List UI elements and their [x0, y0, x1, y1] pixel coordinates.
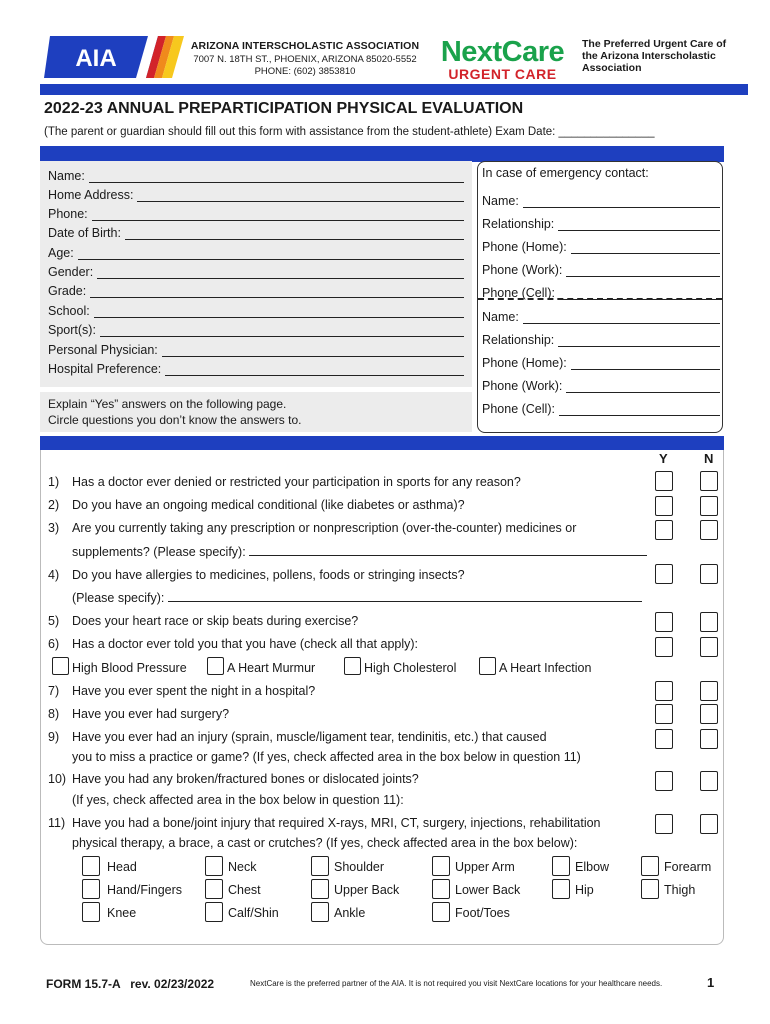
date-of-birth-field[interactable]: [48, 221, 464, 240]
q3-specify-line[interactable]: [249, 546, 647, 556]
age-input-line[interactable]: [78, 248, 464, 260]
form-id: FORM 15.7-A rev. 02/23/2022: [46, 977, 215, 991]
field-label: Sport(s):: [48, 323, 96, 337]
q4-yes-checkbox[interactable]: [655, 564, 673, 584]
q10-yes-checkbox[interactable]: [655, 771, 673, 791]
question-10-continued: (If yes, check affected area in the box below in question 11):: [72, 793, 404, 807]
calf-shin-checkbox[interactable]: [205, 902, 223, 922]
aia-logo-text: AIA: [75, 45, 117, 72]
question-number: 6): [48, 637, 60, 651]
knee-checkbox[interactable]: [82, 902, 100, 922]
input-line[interactable]: [571, 358, 720, 370]
area-label: Shoulder: [334, 860, 385, 874]
form-title: 2022-23 ANNUAL PREPARTICIPATION PHYSICAL EVALUATION: [44, 100, 524, 117]
question-4: [48, 568, 465, 582]
field-label: Personal Physician:: [48, 343, 158, 357]
question-text: Does your heart race or skip beats during exercise?: [72, 614, 359, 628]
field-label: Relationship:: [482, 333, 555, 347]
emergency-phone-work-2[interactable]: [482, 373, 720, 393]
question-number: 11): [48, 816, 66, 830]
explain-line-1: Explain “Yes” answers on the following page.: [48, 397, 287, 411]
q8-no-checkbox[interactable]: [700, 704, 718, 724]
no-column-header: N: [704, 451, 714, 466]
phone-input-line[interactable]: [92, 209, 464, 221]
question-6: [48, 637, 418, 651]
emergency-name-2[interactable]: [482, 304, 720, 324]
heart-murmur-checkbox[interactable]: [207, 657, 224, 675]
area-label: Knee: [107, 906, 137, 920]
area-label: Hand/Fingers: [107, 883, 183, 897]
q8-yes-checkbox[interactable]: [655, 704, 673, 724]
input-line[interactable]: [523, 312, 720, 324]
association-phone: PHONE: (602) 3853810: [254, 66, 356, 77]
field-label: Phone (Cell):: [482, 286, 555, 300]
contact-separator: [478, 298, 722, 300]
area-label: Chest: [228, 883, 261, 897]
home-address-input-line[interactable]: [137, 190, 464, 202]
question-4-continued: [72, 591, 642, 605]
field-label: Gender:: [48, 265, 94, 279]
emergency-contact-title: In case of emergency contact:: [482, 166, 649, 180]
hip-checkbox[interactable]: [552, 879, 570, 899]
field-label: Date of Birth:: [48, 226, 121, 240]
lower-back-checkbox[interactable]: [432, 879, 450, 899]
question-1: [48, 475, 521, 489]
sports-input-line[interactable]: [100, 325, 464, 337]
emergency-relationship-2[interactable]: [482, 327, 720, 347]
q5-no-checkbox[interactable]: [700, 612, 718, 632]
area-label: Upper Arm: [455, 860, 515, 874]
thigh-checkbox[interactable]: [641, 879, 659, 899]
personal-physician-field[interactable]: [48, 338, 464, 357]
q6-no-checkbox[interactable]: [700, 637, 718, 657]
field-label: Phone:: [48, 207, 88, 221]
option-label: High Cholesterol: [364, 661, 457, 675]
question-text: Has a doctor ever denied or restricted your participation in sports for any reason?: [72, 475, 521, 489]
name-field[interactable]: [48, 164, 464, 183]
question-2: [48, 498, 465, 512]
q2-yes-checkbox[interactable]: [655, 496, 673, 516]
aia-logo: [44, 36, 184, 78]
question-11-continued: physical therapy, a brace, a cast or crutches? (If yes, check affected area in the box below):: [72, 836, 578, 850]
area-label: Upper Back: [334, 883, 400, 897]
question-number: 10): [48, 772, 67, 786]
question-number: 8): [48, 707, 60, 721]
nextcare-subtitle: URGENT CARE: [448, 66, 557, 82]
forearm-checkbox[interactable]: [641, 856, 659, 876]
gender-input-line[interactable]: [97, 267, 464, 279]
question-7: [48, 684, 315, 698]
date-of-birth-input-line[interactable]: [125, 228, 464, 240]
q11-yes-checkbox[interactable]: [655, 814, 673, 834]
shoulder-checkbox[interactable]: [311, 856, 329, 876]
field-label: Name:: [48, 169, 85, 183]
area-label: Calf/Shin: [228, 906, 279, 920]
question-text: Have you had any broken/fractured bones or dislocated joints?: [72, 772, 419, 786]
association-name: ARIZONA INTERSCHOLASTIC ASSOCIATION: [190, 40, 420, 52]
q3-yes-checkbox[interactable]: [655, 520, 673, 540]
name-input-line[interactable]: [89, 171, 464, 183]
foot-toes-checkbox[interactable]: [432, 902, 450, 922]
input-line[interactable]: [566, 265, 720, 277]
question-text: Has a doctor ever told you that you have (check all that apply):: [72, 637, 419, 651]
heart-infection-checkbox[interactable]: [479, 657, 496, 675]
area-label: Neck: [228, 860, 257, 874]
info-section-bar: [40, 146, 724, 162]
field-label: Home Address:: [48, 188, 134, 202]
question-number: 3): [48, 521, 60, 535]
field-label: Phone (Work):: [482, 379, 563, 393]
area-label: Foot/Toes: [455, 906, 510, 920]
question-number: 1): [48, 475, 60, 489]
option-label: A Heart Murmur: [227, 661, 316, 675]
school-input-line[interactable]: [94, 306, 464, 318]
q6-yes-checkbox[interactable]: [655, 637, 673, 657]
emergency-phone-cell-1[interactable]: [482, 280, 720, 300]
high-cholesterol-checkbox[interactable]: [344, 657, 361, 675]
hospital-preference-input-line[interactable]: [165, 364, 464, 376]
question-text: Have you ever had surgery?: [72, 707, 230, 721]
question-text: Are you currently taking any prescription or nonprescription (over-the-counter) medicines or: [72, 521, 577, 535]
q9-no-checkbox[interactable]: [700, 729, 718, 749]
input-line[interactable]: [558, 219, 720, 231]
upper-back-checkbox[interactable]: [311, 879, 329, 899]
q5-yes-checkbox[interactable]: [655, 612, 673, 632]
field-label: School:: [48, 304, 90, 318]
question-5: [48, 614, 358, 628]
field-label: Phone (Work):: [482, 263, 563, 277]
question-text: supplements? (Please specify):: [72, 545, 246, 559]
q2-no-checkbox[interactable]: [700, 496, 718, 516]
emergency-phone-work-1[interactable]: [482, 257, 720, 277]
question-9: [48, 730, 547, 744]
question-11: [48, 816, 601, 830]
emergency-phone-cell-2[interactable]: [482, 396, 720, 416]
area-label: Thigh: [664, 883, 696, 897]
tagline: The Preferred Urgent Care of the Arizona Interscholastic Association: [582, 38, 727, 74]
field-label: Name:: [482, 194, 519, 208]
question-number: 9): [48, 730, 60, 744]
area-label: Ankle: [334, 906, 366, 920]
question-3-continued: [72, 545, 647, 559]
question-number: 7): [48, 684, 60, 698]
field-label: Name:: [482, 310, 519, 324]
gender-field[interactable]: [48, 260, 464, 279]
header-divider: [40, 84, 748, 95]
emergency-phone-home-1[interactable]: [482, 234, 720, 254]
q3-no-checkbox[interactable]: [700, 520, 718, 540]
option-label: A Heart Infection: [499, 661, 592, 675]
input-line[interactable]: [558, 335, 720, 347]
q9-yes-checkbox[interactable]: [655, 729, 673, 749]
nextcare-name: NextCare: [440, 36, 565, 68]
form-subtitle: (The parent or guardian should fill out this form with assistance from the student-athlete) Exam Date: _______________: [44, 126, 655, 138]
question-9-continued: you to miss a practice or game? (If yes, check affected area in the box below in question 11): [72, 750, 581, 764]
question-8: [48, 707, 229, 721]
question-text: (Please specify):: [72, 591, 165, 605]
questions-section-bar: [40, 436, 724, 450]
question-text: Have you ever spent the night in a hospital?: [72, 684, 316, 698]
nextcare-logo: [430, 36, 575, 82]
q11-no-checkbox[interactable]: [700, 814, 718, 834]
q7-no-checkbox[interactable]: [700, 681, 718, 701]
question-number: 4): [48, 568, 60, 582]
hospital-preference-field[interactable]: [48, 357, 464, 376]
q4-no-checkbox[interactable]: [700, 564, 718, 584]
explain-line-2: Circle questions you don’t know the answers to.: [48, 413, 302, 427]
high-blood-pressure-checkbox[interactable]: [52, 657, 69, 675]
home-address-field[interactable]: [48, 183, 464, 202]
field-label: Phone (Home):: [482, 240, 567, 254]
yes-column-header: Y: [659, 451, 668, 466]
field-label: Phone (Cell):: [482, 402, 555, 416]
question-text: Do you have allergies to medicines, pollens, foods or stringing insects?: [72, 568, 465, 582]
input-line[interactable]: [523, 196, 720, 208]
upper-arm-checkbox[interactable]: [432, 856, 450, 876]
personal-physician-input-line[interactable]: [162, 345, 464, 357]
sports-field[interactable]: [48, 318, 464, 337]
hand-fingers-checkbox[interactable]: [82, 879, 100, 899]
explain-instructions: [48, 396, 301, 428]
question-text: Do you have an ongoing medical conditional (like diabetes or asthma)?: [72, 498, 465, 512]
neck-checkbox[interactable]: [205, 856, 223, 876]
question-3: [48, 521, 576, 535]
footer-note: NextCare is the preferred partner of the AIA. It is not required you visit NextCare locations for your healthcare needs.: [250, 979, 663, 988]
grade-field[interactable]: [48, 279, 464, 298]
emergency-name-1[interactable]: [482, 188, 720, 208]
question-10: [48, 772, 419, 786]
question-number: 2): [48, 498, 60, 512]
association-address: 7007 N. 18TH ST., PHOENIX, ARIZONA 85020-5552: [193, 54, 417, 65]
q1-yes-checkbox[interactable]: [655, 471, 673, 491]
input-line[interactable]: [571, 242, 720, 254]
q10-no-checkbox[interactable]: [700, 771, 718, 791]
option-label: High Blood Pressure: [72, 661, 187, 675]
age-field[interactable]: [48, 241, 464, 260]
area-label: Forearm: [664, 860, 712, 874]
emergency-phone-home-2[interactable]: [482, 350, 720, 370]
head-checkbox[interactable]: [82, 856, 100, 876]
question-text: Have you had a bone/joint injury that required X-rays, MRI, CT, surgery, injections, rehabilitation: [72, 816, 601, 830]
ankle-checkbox[interactable]: [311, 902, 329, 922]
area-label: Head: [107, 860, 137, 874]
question-text: Have you ever had an injury (sprain, muscle/ligament tear, tendinitis, etc.) that caused: [72, 730, 547, 744]
field-label: Phone (Home):: [482, 356, 567, 370]
page-number: 1: [707, 975, 715, 990]
input-line[interactable]: [559, 404, 720, 416]
grade-input-line[interactable]: [90, 286, 464, 298]
question-number: 5): [48, 614, 60, 628]
chest-checkbox[interactable]: [205, 879, 223, 899]
area-label: Hip: [575, 883, 594, 897]
field-label: Age:: [48, 246, 74, 260]
emergency-relationship-1[interactable]: [482, 211, 720, 231]
q4-specify-line[interactable]: [168, 592, 642, 602]
input-line[interactable]: [566, 381, 720, 393]
phone-field[interactable]: [48, 202, 464, 221]
school-field[interactable]: [48, 299, 464, 318]
area-label: Elbow: [575, 860, 610, 874]
elbow-checkbox[interactable]: [552, 856, 570, 876]
field-label: Grade:: [48, 284, 87, 298]
q7-yes-checkbox[interactable]: [655, 681, 673, 701]
q1-no-checkbox[interactable]: [700, 471, 718, 491]
field-label: Hospital Preference:: [48, 362, 162, 376]
field-label: Relationship:: [482, 217, 555, 231]
area-label: Lower Back: [455, 883, 521, 897]
